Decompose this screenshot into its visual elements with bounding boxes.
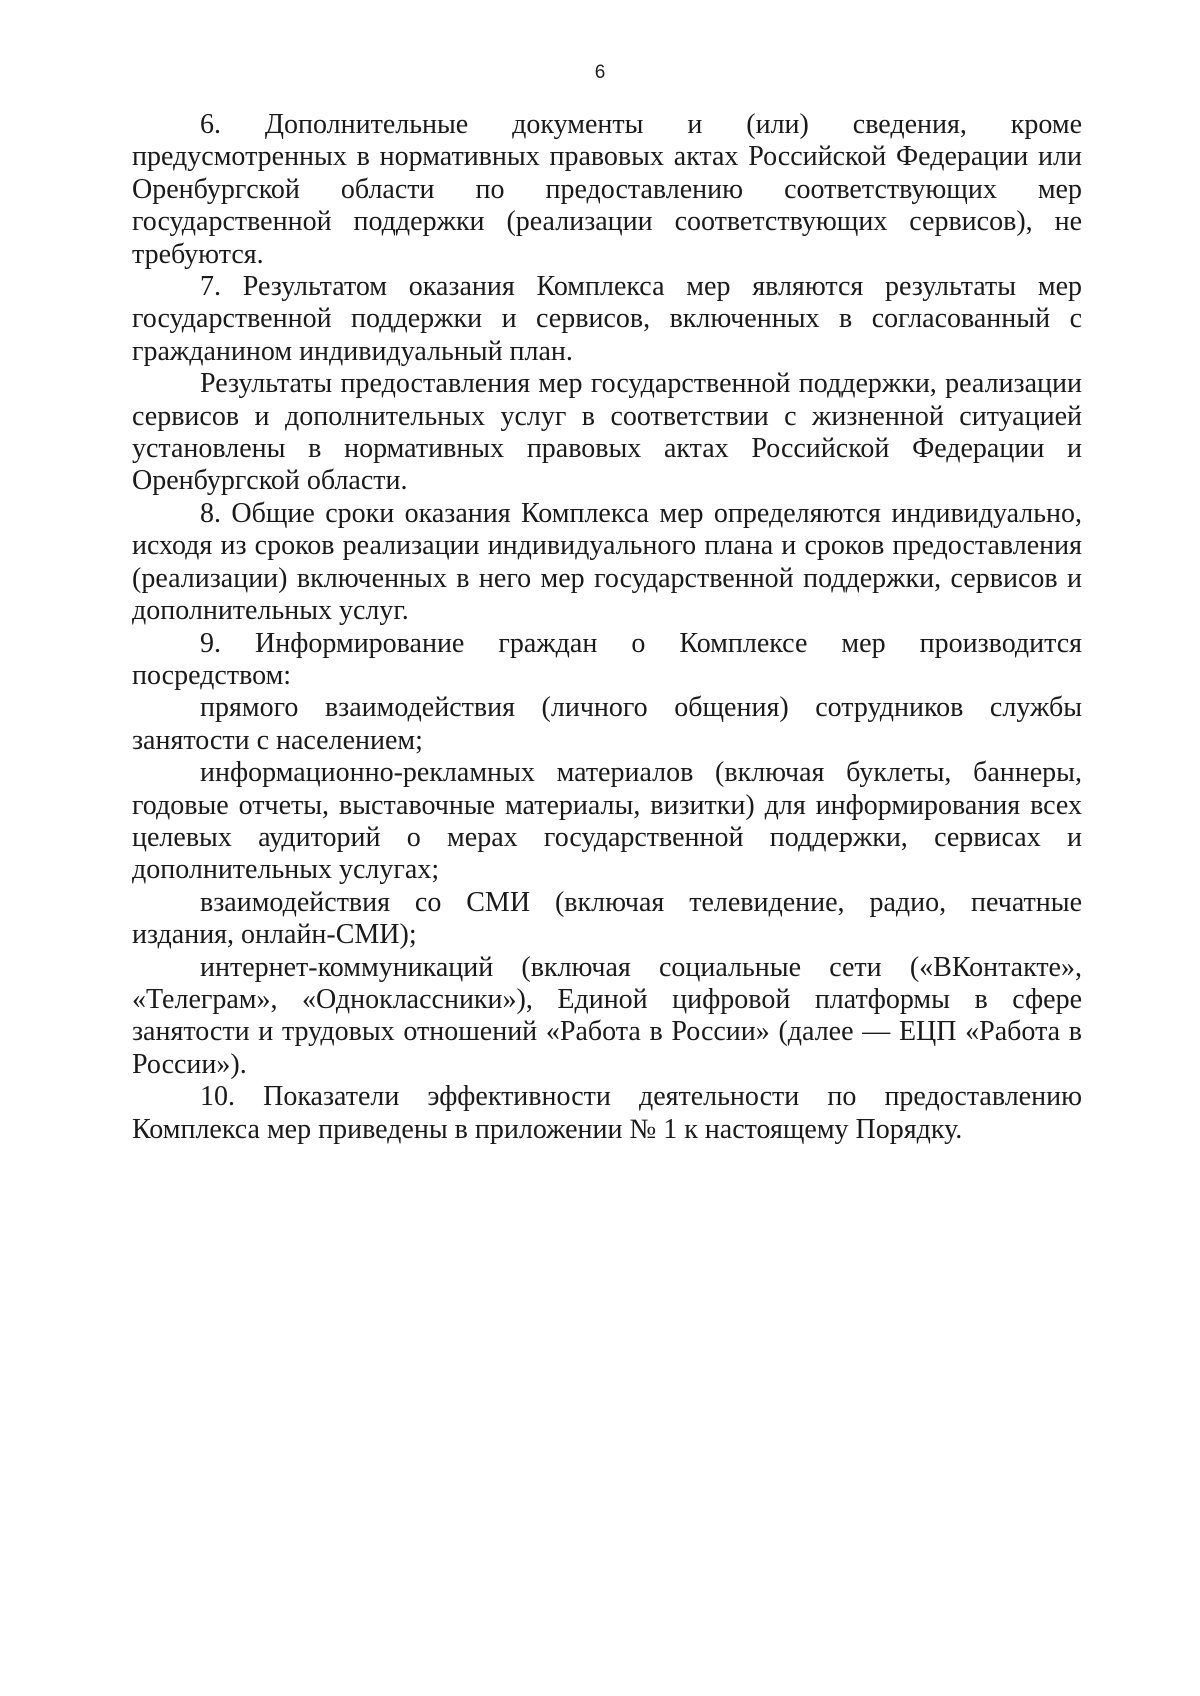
document-body: [132, 109, 1082, 1146]
list-item-direct-interaction: прямого взаимодействия (личного общения) сотрудников службы занятости с населением;: [132, 692, 1082, 756]
page-number: 6: [594, 62, 606, 83]
list-item-advertising-materials: информационно-рекламных материалов (включая буклеты, баннеры, годовые отчеты, выставочные материалы, визитки) для информирования всех целевых аудиторий о мерах государственной поддержки, сервисах и дополнительных услугах;: [132, 757, 1082, 886]
paragraph-item-10: 10. Показатели эффективности деятельности по предоставлению Комплекса мер приведены в приложении № 1 к настоящему Порядку.: [132, 1081, 1082, 1145]
paragraph-results: Результаты предоставления мер государственной поддержки, реализации сервисов и дополнительных услуг в соответствии с жизненной ситуацией установлены в нормативных правовых актах Российской Федерации и Оренбургской области.: [132, 368, 1082, 497]
paragraph-item-6: 6. Дополнительные документы и (или) сведения, кроме предусмотренных в нормативных правовых актах Российской Федерации или Оренбургской области по предоставлению соответствующих мер государственной поддержки (реализации соответствующих сервисов), не требуются.: [132, 109, 1082, 270]
list-item-media-interaction: взаимодействия со СМИ (включая телевидение, радио, печатные издания, онлайн-СМИ);: [132, 886, 1082, 951]
paragraph-item-7: 7. Результатом оказания Комплекса мер являются результаты мер государственной поддержки и сервисов, включенных в согласованный с гражданином индивидуальный план.: [132, 271, 1082, 367]
paragraph-item-8: 8. Общие сроки оказания Комплекса мер определяются индивидуально, исходя из сроков реализации индивидуального плана и сроков предоставления (реализации) включенных в него мер государственной поддержки, сервисов и дополнительных услуг.: [132, 497, 1082, 627]
paragraph-item-9: 9. Информирование граждан о Комплексе мер производится посредством:: [132, 627, 1082, 691]
list-item-internet-communications: интернет-коммуникаций (включая социальные сети («ВКонтакте», «Телеграм», «Одноклассники»), Единой цифровой платформы в сфере занятости и трудовых отношений «Работа в России» (далее — ЕЦП «Работа в России»).: [132, 951, 1082, 1080]
